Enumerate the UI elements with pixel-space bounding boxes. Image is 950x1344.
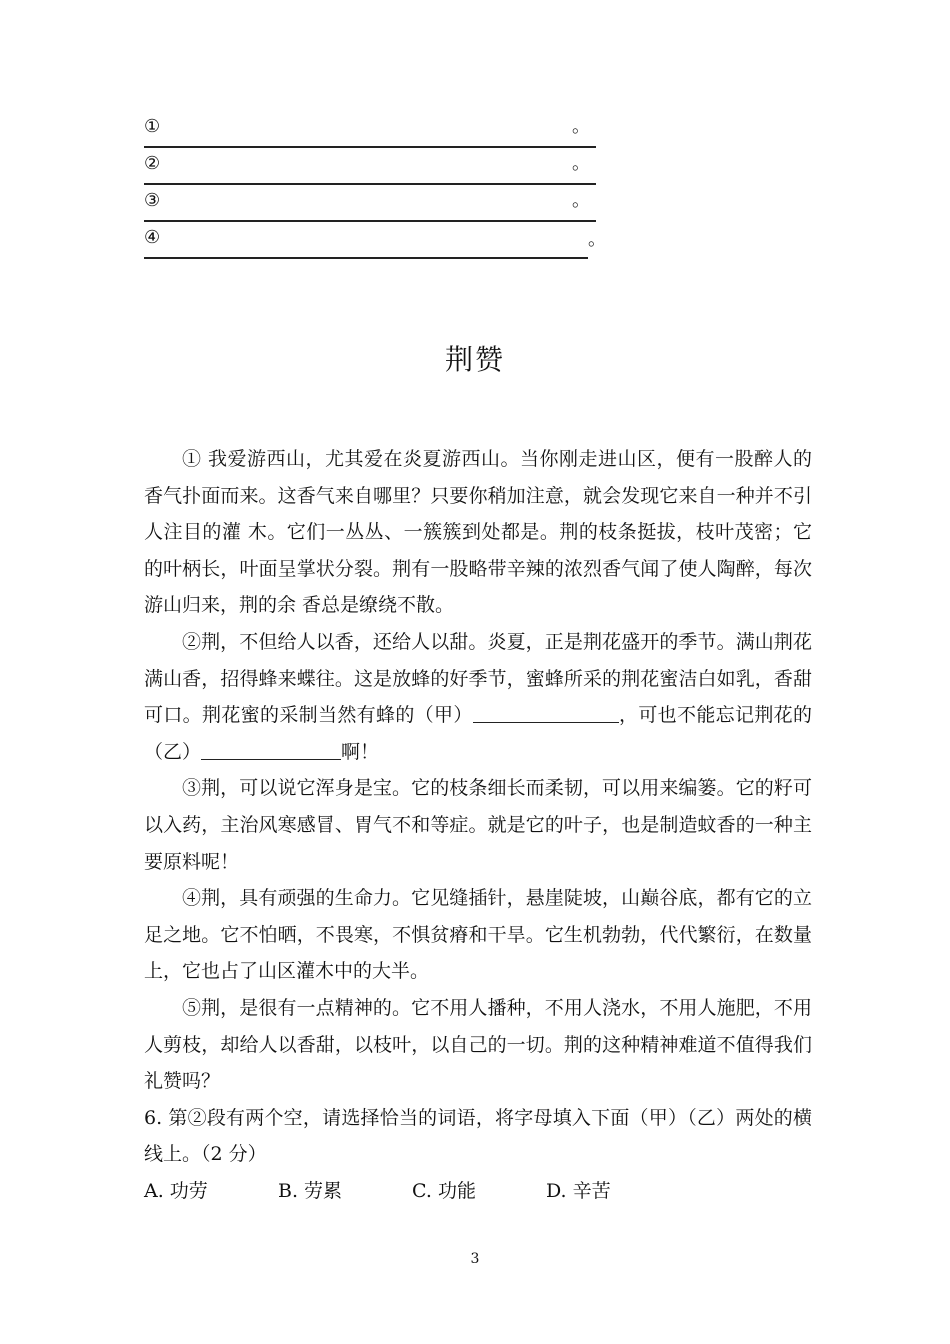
option-d[interactable]: D. 辛苦 [546, 1179, 611, 1202]
answer-number: ② [144, 153, 161, 174]
question-6 [144, 1100, 812, 1210]
paragraph-2-text-b: ，可也不能忘记荆花的（乙） [144, 704, 812, 763]
answer-line-4[interactable] [144, 223, 606, 259]
blank-yi[interactable] [201, 739, 341, 760]
paragraph-2-text-c: 啊！ [341, 740, 380, 763]
answer-number: ③ [144, 190, 161, 211]
article-body [144, 441, 812, 1209]
answer-period: 。 [572, 116, 590, 137]
answer-line-1[interactable] [144, 112, 596, 148]
paragraph-2-text-a: ②荆，不但给人以香，还给人以甜。炎夏，正是荆花盛开的季节。满山荆花满山香，招得蜂来蝶往。这是放蜂的好季节，蜜蜂所采的荆花蜜洁白如乳，香甜可口。荆花蜜的采制当然有蜂的（甲） [144, 630, 812, 727]
answer-line-3[interactable] [144, 186, 596, 222]
answer-period: 。 [572, 190, 590, 211]
answer-line-2[interactable] [144, 149, 596, 185]
option-b[interactable]: B. 劳累 [278, 1179, 343, 1202]
paragraph-2 [144, 624, 812, 770]
option-a[interactable]: A. 功劳 [144, 1179, 208, 1202]
article-title: 荆赞 [444, 343, 505, 376]
paragraph-4: ④荆，具有顽强的生命力。它见缝插针，悬崖陡坡，山巅谷底，都有它的立足之地。它不怕晒，不畏寒，不惧贫瘠和干旱。它生机勃勃，代代繁衍，在数量上，它也占了山区灌木中的大半。 [144, 887, 812, 983]
question-6-text: 6. 第②段有两个空，请选择恰当的词语，将字母填入下面（甲）（乙）两处的横线上。（2 分） [144, 1106, 812, 1166]
blank-jia[interactable] [473, 702, 619, 723]
paragraph-5: ⑤荆，是很有一点精神的。它不用人播种，不用人浇水，不用人施肥，不用人剪枝，却给人以香甜，以枝叶，以自己的一切。荆的这种精神难道不值得我们礼赞吗？ [144, 996, 812, 1093]
paragraph-3: ③荆，可以说它浑身是宝。它的枝条细长而柔韧，可以用来编篓。它的籽可以入药，主治风寒感冒、胃气不和等症。就是它的叶子，也是制造蚊香的一种主要原料呢！ [144, 777, 812, 873]
option-c[interactable]: C. 功能 [412, 1179, 476, 1202]
answer-period: 。 [588, 229, 606, 250]
answer-number: ④ [144, 227, 161, 248]
answer-number: ① [144, 116, 161, 137]
paragraph-1: ① 我爱游西山，尤其爱在炎夏游西山。当你刚走进山区，便有一股醉人的香气扑面而来。这香气来自哪里？只要你稍加注意，就会发现它来自一种并不引人注目的灌 木。它们一丛丛、一簇簇到处都是。荆的枝条挺拔，枝叶茂密；它的叶柄长，叶面呈掌状分裂。荆有一股略带辛辣的浓烈香气闻了使人陶醉，每次游山归来，荆的余 香总是缭绕不散。 [144, 448, 812, 617]
question-6-options [144, 1173, 812, 1210]
answer-period: 。 [572, 153, 590, 174]
page-number: 3 [470, 1251, 480, 1267]
